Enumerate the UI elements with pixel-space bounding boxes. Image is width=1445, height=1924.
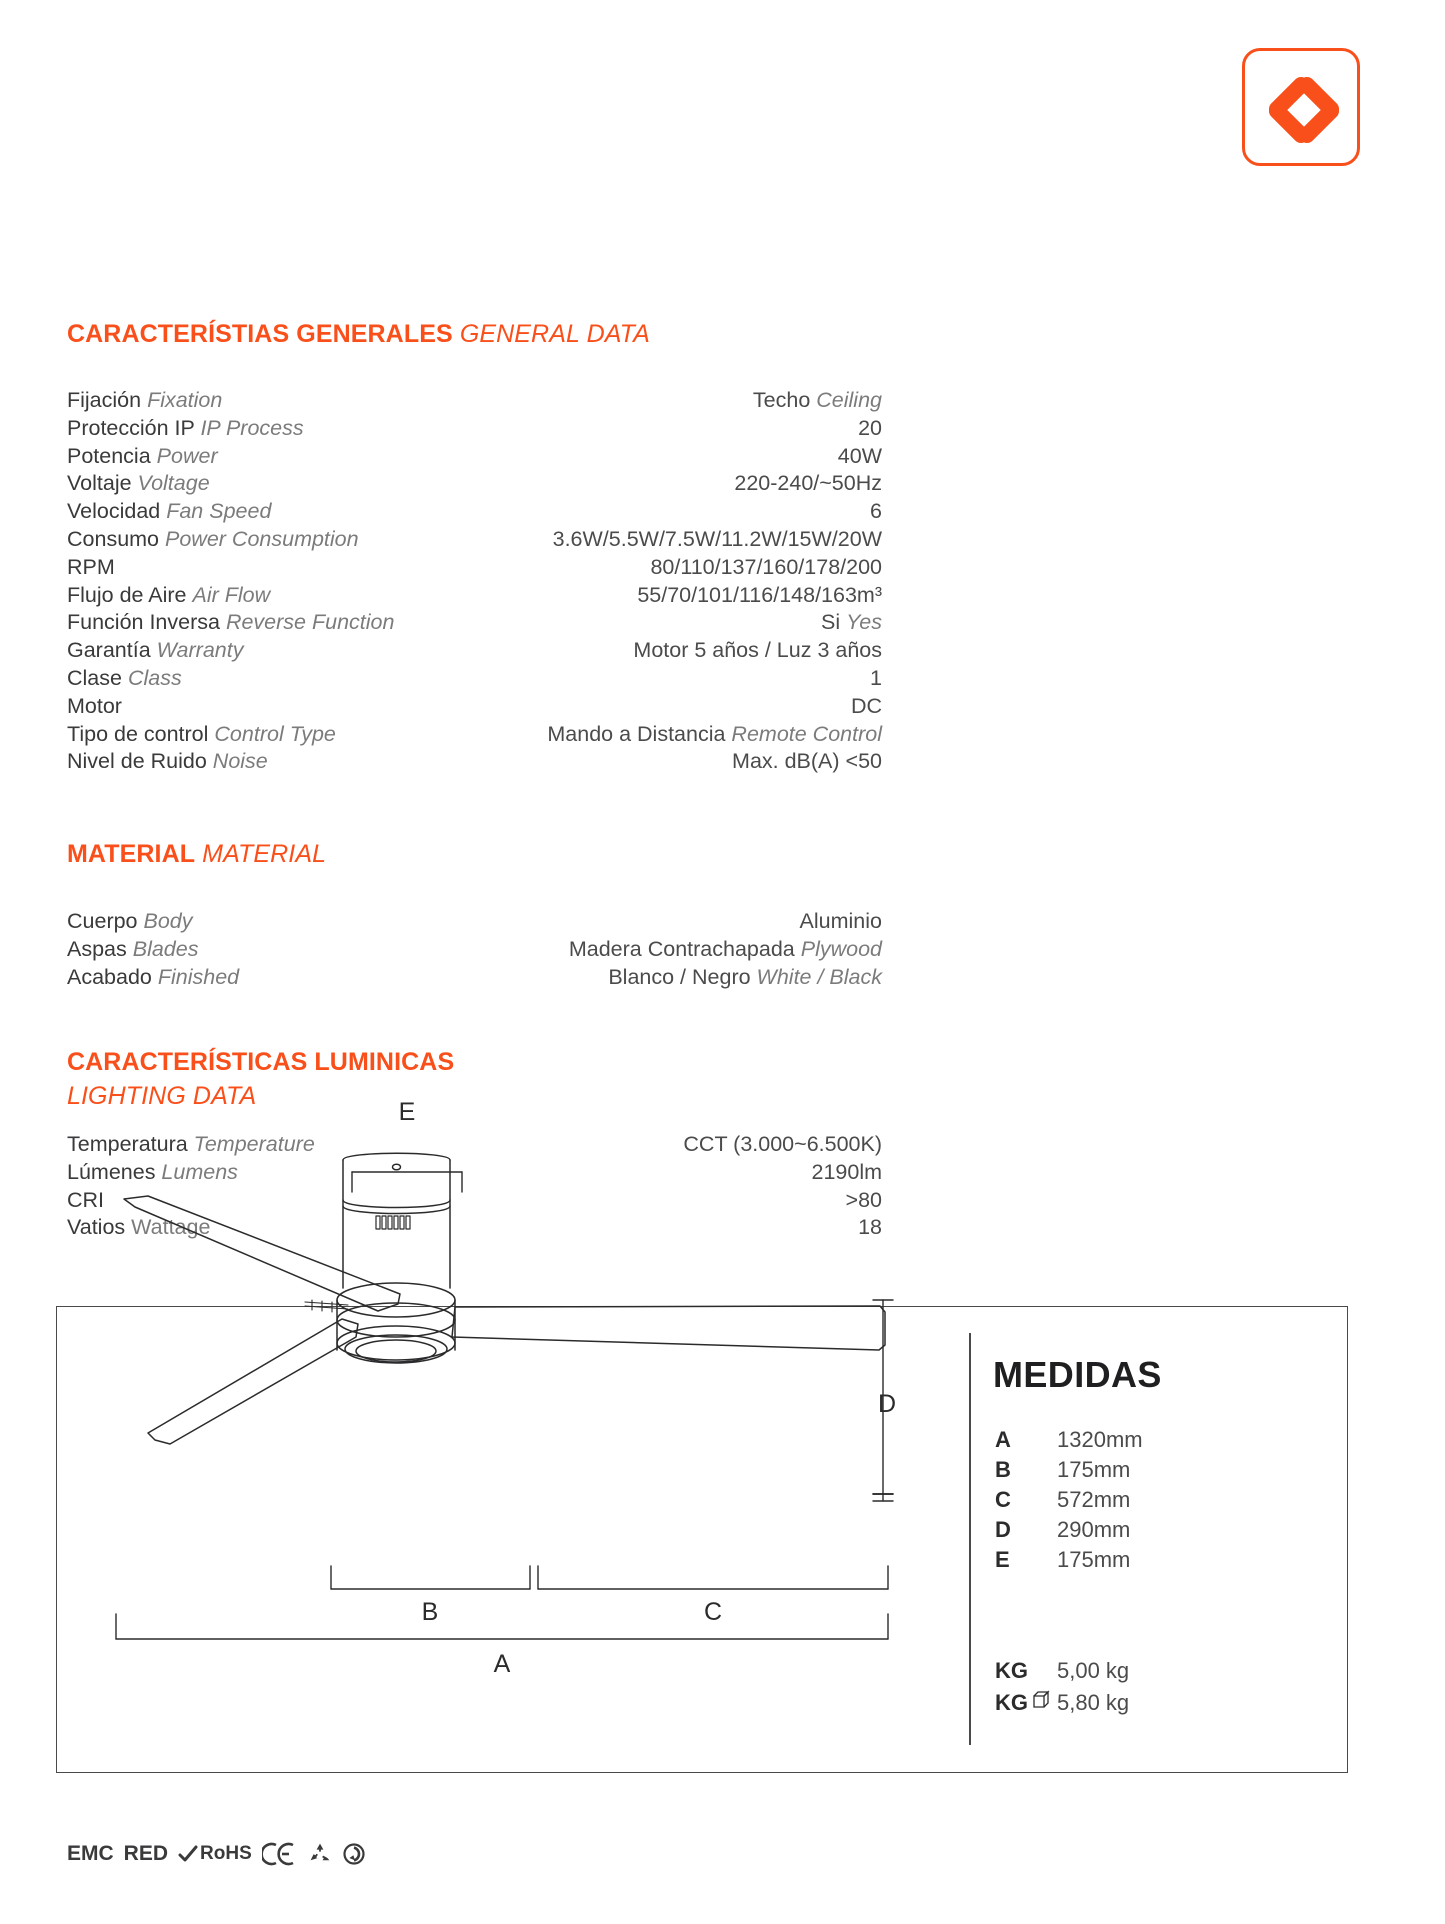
medida-value: 175mm xyxy=(1057,1547,1131,1572)
vent-grille xyxy=(376,1216,410,1229)
medidas-list xyxy=(995,1425,1143,1575)
heading-en: MATERIAL xyxy=(202,840,327,868)
dimension-b xyxy=(331,1566,530,1589)
label-es: Acabado xyxy=(67,964,158,989)
label-en: Lumens xyxy=(161,1159,238,1184)
value-es: DC xyxy=(850,693,882,718)
label-en: Finished xyxy=(157,964,240,989)
recycle-icon xyxy=(308,1842,332,1866)
medida-value: 572mm xyxy=(1057,1487,1131,1512)
value-es: 1 xyxy=(870,665,882,690)
value-es: >80 xyxy=(845,1187,882,1212)
housing-ring-1 xyxy=(343,1200,450,1208)
label-en: Warranty xyxy=(156,638,244,663)
label-es: Cuerpo xyxy=(67,909,144,933)
value-es: 18 xyxy=(858,1215,882,1240)
label-es: Flujo de Aire xyxy=(67,582,193,607)
value-es: Techo xyxy=(752,388,817,412)
label-es: Velocidad xyxy=(67,499,167,524)
weight-row-gross xyxy=(995,1687,1129,1719)
label-es: Nivel de Ruido xyxy=(67,749,213,774)
dimension-a xyxy=(116,1614,888,1639)
label-es: Consumo xyxy=(67,526,165,551)
value-es: 3.6W/5.5W/7.5W/11.2W/15W/20W xyxy=(552,526,882,551)
value-es: Madera Contrachapada xyxy=(568,936,801,961)
fan-blade-lower-left xyxy=(148,1319,358,1444)
hub-top-ellipse xyxy=(337,1283,455,1317)
weights-list xyxy=(995,1655,1129,1719)
label-es: Temperatura xyxy=(67,1132,194,1156)
label-es: Motor xyxy=(67,693,122,718)
label-en: IP Process xyxy=(200,415,304,440)
housing-top xyxy=(343,1153,450,1160)
medida-value: 175mm xyxy=(1057,1457,1131,1482)
green-dot-icon xyxy=(342,1842,366,1866)
hub-lower-ellipse xyxy=(337,1326,455,1360)
value-en: Yes xyxy=(846,610,882,635)
value-es: 20 xyxy=(858,415,882,440)
dimension-label-e: E xyxy=(398,1098,416,1126)
label-es: Clase xyxy=(67,665,128,690)
dimension-e xyxy=(352,1172,462,1192)
label-es: Vatios xyxy=(67,1215,132,1240)
emc-label: EMC xyxy=(67,1842,114,1865)
dimension-label-d: D xyxy=(877,1390,897,1418)
red-label: RED xyxy=(123,1842,169,1865)
value-es: 55/70/101/116/148/163m³ xyxy=(637,582,882,607)
weight-key: KG xyxy=(995,1690,1028,1715)
medida-row xyxy=(995,1485,1143,1515)
value-es: CCT (3.000~6.500K) xyxy=(683,1132,882,1156)
weight-key: KG xyxy=(995,1658,1028,1683)
medida-key: A xyxy=(995,1427,1011,1452)
weight-row-net xyxy=(995,1655,1129,1687)
hub-mid-ellipse xyxy=(337,1303,455,1337)
medida-value: 1320mm xyxy=(1057,1427,1143,1452)
value-es: Aluminio xyxy=(799,909,882,933)
value-es: 80/110/137/160/178/200 xyxy=(650,554,882,579)
medida-key: C xyxy=(995,1487,1011,1512)
box-icon xyxy=(1031,1687,1057,1719)
heading-es: CARACTERÍSTIAS GENERALES xyxy=(67,320,453,348)
check-icon xyxy=(178,1844,198,1864)
label-en: Power Consumption xyxy=(165,526,359,551)
dimension-labels xyxy=(399,1098,896,1678)
rohs-group xyxy=(178,1843,252,1865)
label-en: Reverse Function xyxy=(225,610,395,635)
value-es: 6 xyxy=(870,499,882,524)
medida-key: E xyxy=(995,1547,1010,1572)
light-ring-outer xyxy=(345,1335,447,1363)
medida-key: D xyxy=(995,1517,1011,1542)
dimension-d xyxy=(873,1494,893,1501)
dimension-label-a: A xyxy=(493,1650,511,1678)
label-es: Lúmenes xyxy=(67,1159,162,1184)
certifications-footer xyxy=(67,1842,366,1866)
fan-blade-upper-left xyxy=(124,1196,400,1311)
label-es: Protección IP xyxy=(67,415,201,440)
value-es: Max. dB(A) <50 xyxy=(732,749,882,774)
heading-en: GENERAL DATA xyxy=(459,320,650,348)
medida-key: B xyxy=(995,1457,1011,1482)
label-es: Fijación xyxy=(67,388,148,412)
label-en: Fan Speed xyxy=(166,499,272,524)
label-en: Control Type xyxy=(214,721,336,746)
medida-row xyxy=(995,1425,1143,1455)
label-en: Noise xyxy=(212,749,268,774)
dimension-label-c: C xyxy=(703,1598,723,1626)
label-es: Aspas xyxy=(67,936,133,961)
value-es: Si xyxy=(821,610,847,635)
value-en: Ceiling xyxy=(816,388,882,412)
label-en: Power xyxy=(156,443,218,468)
value-es: 40W xyxy=(837,443,882,468)
ce-icon xyxy=(262,1842,298,1866)
value-en: Remote Control xyxy=(731,721,882,746)
label-en: Air Flow xyxy=(192,582,271,607)
medida-row xyxy=(995,1545,1143,1575)
label-en: Fixation xyxy=(147,388,223,412)
medidas-title: MEDIDAS xyxy=(993,1354,1162,1395)
heading-en: LIGHTING DATA xyxy=(67,1081,257,1110)
dimension-c xyxy=(538,1566,888,1589)
label-es: Tipo de control xyxy=(67,721,215,746)
label-es: Garantía xyxy=(67,638,157,663)
housing-screw xyxy=(393,1164,401,1170)
medida-row xyxy=(995,1515,1143,1545)
light-ring-inner xyxy=(356,1340,436,1362)
rohs-label: RoHS xyxy=(200,1843,252,1864)
label-en: Body xyxy=(143,909,193,933)
label-en: Wattage xyxy=(131,1215,211,1240)
weight-value: 5,00 kg xyxy=(1057,1658,1130,1683)
medida-row xyxy=(995,1455,1143,1485)
heading-es: CARACTERÍSTICAS LUMINICAS xyxy=(67,1048,455,1076)
heading-es: MATERIAL xyxy=(67,840,196,868)
label-es: Potencia xyxy=(67,443,157,468)
value-en: White / Black xyxy=(756,964,882,989)
label-es: Voltaje xyxy=(67,471,138,496)
housing-sides xyxy=(343,1160,450,1288)
label-en: Voltage xyxy=(137,471,210,496)
label-es: CRI xyxy=(67,1187,105,1212)
value-en: Plywood xyxy=(800,936,882,961)
value-es: Blanco / Negro xyxy=(608,964,757,989)
value-es: Motor 5 años / Luz 3 años xyxy=(633,638,882,663)
label-es: RPM xyxy=(67,554,115,579)
label-en: Temperature xyxy=(193,1132,315,1156)
value-es: 220-240/~50Hz xyxy=(734,471,882,496)
weight-value: 5,80 kg xyxy=(1057,1690,1130,1715)
label-es: Función Inversa xyxy=(67,610,226,635)
dimension-label-b: B xyxy=(421,1598,439,1626)
label-en: Class xyxy=(127,665,182,690)
value-es: 2190lm xyxy=(811,1159,882,1184)
label-en: Blades xyxy=(132,936,199,961)
value-es: Mando a Distancia xyxy=(547,721,732,746)
medida-value: 290mm xyxy=(1057,1517,1131,1542)
fan-blade-right xyxy=(452,1306,885,1350)
